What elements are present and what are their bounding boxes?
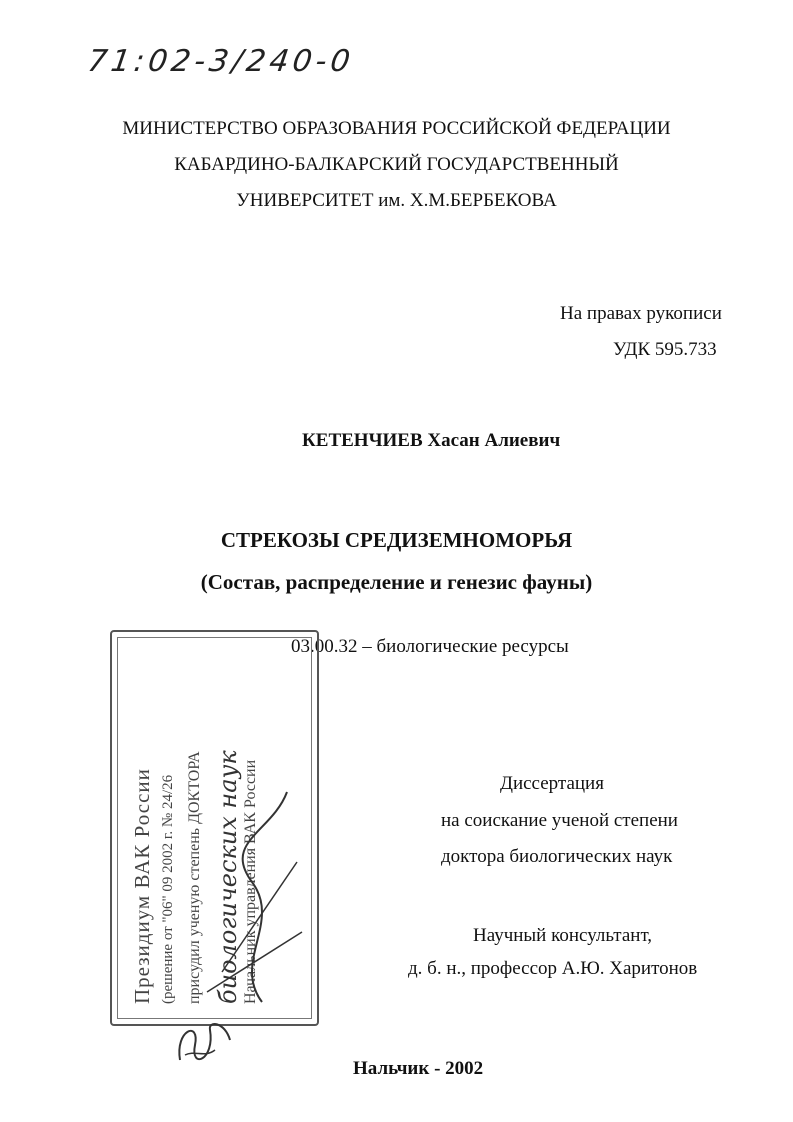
thesis-type: Диссертация xyxy=(500,773,604,794)
stamp-line-3: присудил ученую степень ДОКТОРА xyxy=(186,751,203,1004)
stamp-line-2: (решение от "06" 09 2002 г. № 24/26 xyxy=(160,774,176,1004)
registry-number: 71:02-3/240-0 xyxy=(85,44,357,79)
vak-stamp xyxy=(110,630,319,1026)
degree-name: доктора биологических наук xyxy=(441,846,673,867)
stamp-signature xyxy=(112,632,317,1024)
thesis-subtitle: (Состав, распределение и генезис фауны) xyxy=(200,570,593,594)
stamp-line-5: Начальник управления ВАК России xyxy=(242,759,259,1004)
ministry-line: МИНИСТЕРСТВО ОБРАЗОВАНИЯ РОССИЙСКОЙ ФЕДЕРАЦИИ xyxy=(122,118,671,139)
stamp-line-1: Президиум ВАК России xyxy=(130,768,154,1004)
specialty-code: 03.00.32 – биологические ресурсы xyxy=(291,636,569,657)
author-name: КЕТЕНЧИЕВ Хасан Алиевич xyxy=(302,430,561,451)
university-line-2: УНИВЕРСИТЕТ им. Х.М.БЕРБЕКОВА xyxy=(236,190,557,211)
thesis-title: СТРЕКОЗЫ СРЕДИЗЕМНОМОРЬЯ xyxy=(220,528,573,552)
handwritten-signature xyxy=(170,1010,240,1070)
stamp-line-4: биологических наук xyxy=(214,750,242,1004)
manuscript-rights: На правах рукописи xyxy=(560,303,722,324)
city-year: Нальчик - 2002 xyxy=(353,1058,484,1079)
consultant-name: д. б. н., профессор А.Ю. Харитонов xyxy=(408,958,698,979)
consultant-label: Научный консультант, xyxy=(473,925,653,946)
degree-purpose: на соискание ученой степени xyxy=(441,810,678,831)
university-line-1: КАБАРДИНО-БАЛКАРСКИЙ ГОСУДАРСТВЕННЫЙ xyxy=(174,154,619,175)
udc-code: УДК 595.733 xyxy=(613,339,717,360)
